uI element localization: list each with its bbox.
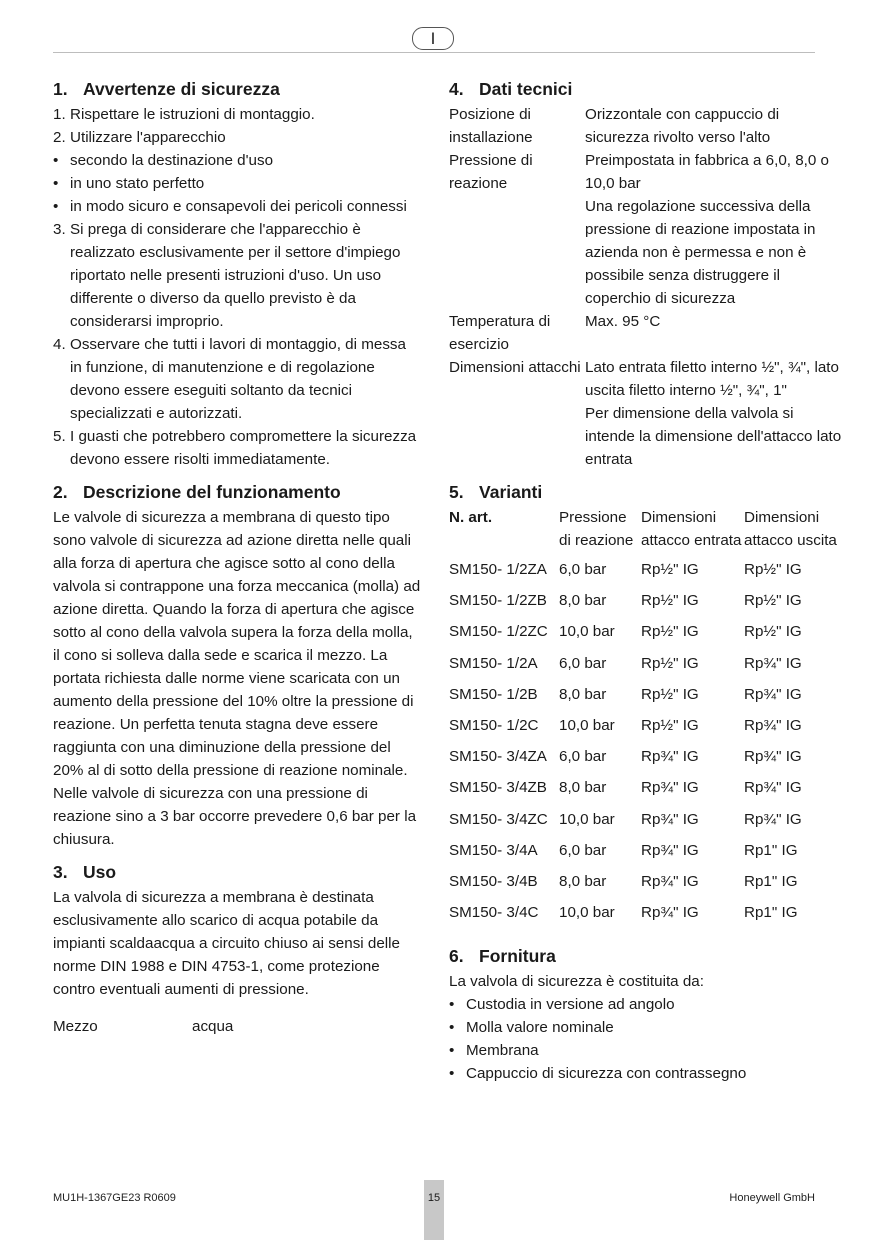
table-cell: Rp1" IG	[744, 872, 798, 890]
page-number: 15	[424, 1180, 444, 1240]
spec-row: Posizione di installazione Orizzontale con cappuccio di sicurezza rivolto verso l'alto	[449, 106, 780, 146]
section-function	[53, 480, 421, 851]
list-item: 3. Si prega di considerare che l'apparecchio è realizzato esclusivamente per il settore d'impiego riportato nelle presenti istruzioni d'uso. Un uso differente o diverso da quello previsto è da considerarsi improprio.	[53, 221, 401, 330]
function-text: Le valvole di sicurezza a membrana di questo tipo sono valvole di sicurezza ad azione diretta nelle quali alla forza di apertura che agisce sotto al cono della valvola si contrappone una forza meccanica (molla) ad azione diretta. Quando la forza di apertura che agisce sotto al cono della valvola supera la forza della molla, il cono si solleva dalla sede e scarica il mezzo. La portata richiesta dalle norme viene scaricata con un aumento della pressione del 10% oltre la pressione di reazione. Un perfetta tenuta stagna deve essere raggiunta con una diminuzione della pressione del 20% al di sotto della pressione di reazione nominale. Nelle valvole di sicurezza con una pressione di reazione sino a 3 bar occorre prevedere 0,6 bar per la chiusura.	[53, 509, 421, 848]
delivery-list	[449, 993, 844, 1085]
list-item: 2. Utilizzare l'apparecchio	[53, 129, 226, 146]
medium-row	[53, 1015, 421, 1038]
list-item: • secondo la destinazione d'uso	[53, 152, 274, 169]
table-cell: SM150- 1/2ZA	[449, 561, 547, 578]
section-safety	[53, 77, 421, 471]
table-cell: 6,0 bar	[559, 748, 607, 766]
table-cell: Rp½" IG	[744, 592, 802, 610]
table-cell: Rp¾" IG	[641, 872, 699, 890]
table-cell: SM150- 3/4ZB	[449, 779, 547, 797]
company-name: Honeywell GmbH	[729, 1192, 815, 1204]
table-row	[449, 708, 844, 739]
table-cell: Rp¾" IG	[641, 841, 699, 859]
table-row	[449, 552, 844, 583]
table-cell: Rp1" IG	[744, 841, 798, 859]
table-cell: Rp¾" IG	[744, 748, 802, 766]
table-cell: 8,0 bar	[559, 779, 607, 797]
section-use	[53, 860, 421, 1038]
delivery-intro: La valvola di sicurezza è costituita da:	[449, 973, 704, 991]
table-cell: SM150- 3/4ZA	[449, 748, 547, 766]
table-cell: Rp½" IG	[641, 685, 699, 703]
table-row	[449, 802, 844, 833]
table-cell: SM150- 1/2ZC	[449, 623, 548, 641]
table-cell: 10,0 bar	[559, 810, 615, 828]
table-cell: SM150- 3/4A	[449, 841, 538, 859]
section-heading: 6. Fornitura	[449, 946, 556, 967]
column-header: Dimensioni attacco entrata	[641, 509, 742, 549]
table-cell: Rp½" IG	[641, 623, 699, 641]
section-variants	[449, 480, 844, 926]
table-cell: Rp¾" IG	[744, 779, 802, 797]
column-header: Dimensioni attacco uscita	[744, 509, 837, 549]
table-cell: Rp½" IG	[641, 592, 699, 610]
table-cell: 10,0 bar	[559, 904, 615, 922]
list-item: • Cappuccio di sicurezza con contrassegno	[449, 1065, 747, 1083]
variants-table	[449, 506, 844, 926]
section-heading: 1. Avvertenze di sicurezza	[53, 79, 280, 99]
table-cell: Rp½" IG	[641, 561, 699, 578]
table-row	[449, 583, 844, 614]
table-cell: Rp½" IG	[744, 623, 802, 641]
table-cell: SM150- 1/2ZB	[449, 592, 547, 610]
table-header-row	[449, 506, 844, 552]
table-row	[449, 895, 844, 926]
table-row	[449, 864, 844, 895]
spec-row: Pressione di reazione Preimpostata in fabbrica a 6,0, 8,0 o 10,0 bar	[449, 152, 829, 192]
table-row	[449, 677, 844, 708]
use-text: La valvola di sicurezza a membrana è destinata esclusivamente allo scarico di acqua potabile da impianti scaldaacqua a circuito chiuso ai sensi delle norme DIN 1988 e DIN 4753-1, come protezione contro eventuali aumenti di pressione.	[53, 889, 400, 998]
table-cell: Rp½" IG	[744, 561, 802, 578]
list-item: 1. Rispettare le istruzioni di montaggio.	[53, 106, 315, 123]
table-cell: Rp¾" IG	[641, 904, 699, 922]
section-heading: 2. Descrizione del funzionamento	[53, 482, 341, 502]
table-cell: SM150- 1/2C	[449, 716, 539, 734]
table-cell: 10,0 bar	[559, 623, 615, 641]
spec-row: Per dimensione della valvola si intende la dimensione dell'attacco lato entrata	[585, 405, 842, 468]
table-cell: Rp1" IG	[744, 904, 798, 922]
table-cell: Rp¾" IG	[744, 685, 802, 703]
table-row	[449, 739, 844, 770]
table-cell: 6,0 bar	[559, 561, 607, 578]
table-cell: 10,0 bar	[559, 716, 615, 734]
table-cell: 8,0 bar	[559, 685, 607, 703]
safety-list	[53, 103, 421, 471]
list-item: 4. Osservare che tutti i lavori di montaggio, di messa in funzione, di manutenzione e di regolazione devono essere eseguiti soltanto da tecnici specializzati e autorizzati.	[53, 336, 406, 422]
list-item: • in modo sicuro e consapevoli dei pericoli connessi	[53, 198, 407, 215]
table-row	[449, 833, 844, 864]
medium-value: acqua	[192, 1018, 234, 1035]
left-column	[53, 77, 421, 1047]
column-header: Pressione di reazione	[559, 509, 634, 549]
table-cell: 8,0 bar	[559, 592, 607, 610]
table-cell: Rp½" IG	[641, 654, 699, 672]
table-row	[449, 770, 844, 801]
table-row	[449, 646, 844, 677]
section-heading: 3. Uso	[53, 862, 117, 882]
table-cell: SM150- 3/4C	[449, 904, 539, 922]
list-item: • Molla valore nominale	[449, 1019, 614, 1037]
table-cell: SM150- 1/2A	[449, 654, 538, 672]
table-cell: Rp½" IG	[641, 716, 699, 734]
spec-row: Dimensioni attacchi Lato entrata filetto interno ½", ¾", lato uscita filetto interno ½", ¾", 1"	[449, 359, 839, 399]
table-cell: Rp¾" IG	[641, 748, 699, 766]
table-cell: 6,0 bar	[559, 654, 607, 672]
list-item: • Membrana	[449, 1042, 539, 1060]
table-cell: 8,0 bar	[559, 872, 607, 890]
list-item: 5. I guasti che potrebbero compromettere la sicurezza devono essere risolti immediatamente.	[53, 428, 417, 468]
section-heading: 4. Dati tecnici	[449, 79, 573, 99]
table-cell: Rp¾" IG	[744, 810, 802, 828]
table-cell: Rp¾" IG	[641, 810, 699, 828]
section-heading: 5. Varianti	[449, 482, 543, 502]
document-id: MU1H-1367GE23 R0609	[53, 1192, 176, 1204]
spec-row: Una regolazione successiva della pressione di reazione impostata in azienda non è permessa e non è possibile senza distruggere il coperchio di sicurezza	[585, 198, 816, 307]
table-cell: Rp¾" IG	[744, 654, 802, 672]
column-header: N. art.	[449, 509, 493, 526]
table-cell: SM150- 3/4ZC	[449, 810, 548, 828]
language-badge: I	[412, 27, 454, 50]
section-technical-data	[449, 77, 844, 471]
right-column	[449, 77, 844, 1094]
section-delivery	[449, 944, 844, 1085]
table-cell: 6,0 bar	[559, 841, 607, 859]
medium-label: Mezzo	[53, 1018, 98, 1035]
list-item: • Custodia in versione ad angolo	[449, 996, 675, 1014]
table-cell: SM150- 3/4B	[449, 872, 538, 890]
table-cell: SM150- 1/2B	[449, 685, 538, 703]
list-item: • in uno stato perfetto	[53, 175, 205, 192]
table-cell: Rp¾" IG	[744, 716, 802, 734]
spec-row: Temperatura di esercizio Max. 95 °C	[449, 313, 661, 353]
table-cell: Rp¾" IG	[641, 779, 699, 797]
table-row	[449, 614, 844, 645]
header-rule	[53, 52, 815, 53]
